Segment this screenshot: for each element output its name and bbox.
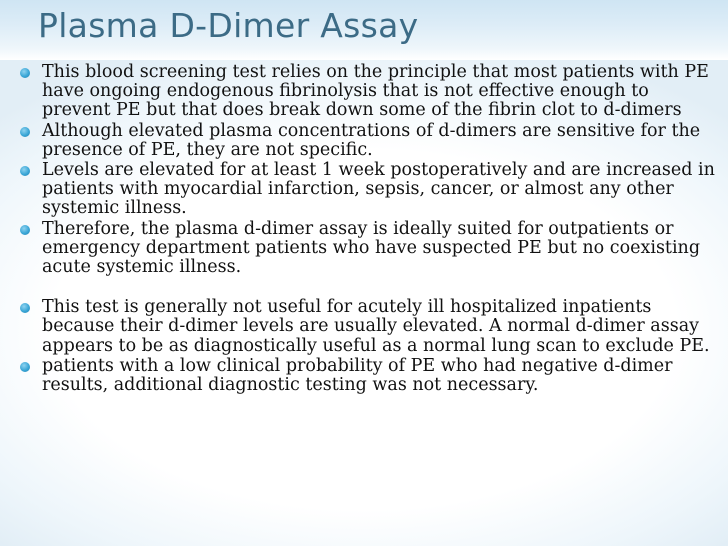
bullet-text: This blood screening test relies on the principle that most patients with PE have ongoing endogenous fibrinolysis that is not effective enough to prevent PE but that does break down some of the fibrin clot to d-dimers xyxy=(42,62,709,121)
bullet-text: Therefore, the plasma d-dimer assay is ideally suited for outpatients or emergency department patients who have suspected PE but no coexisting acute systemic illness. xyxy=(42,218,701,278)
bullet-item xyxy=(18,298,722,356)
bullet-text: Levels are elevated for at least 1 week postoperatively and are increased in patients with myocardial infarction, sepsis, cancer, or almost any other systemic illness. xyxy=(42,160,715,219)
bullet-dot-icon xyxy=(20,127,30,137)
bullet-text: Although elevated plasma concentrations of d-dimers are sensitive for the presence of PE, they are not specific. xyxy=(42,120,701,160)
bullet-dot-icon xyxy=(20,225,30,235)
bullet-item xyxy=(18,357,722,395)
bullet-dot-icon xyxy=(20,166,30,176)
slide-title: Plasma D-Dimer Assay xyxy=(38,6,419,45)
bullet-dot-icon xyxy=(20,68,30,78)
bullet-item xyxy=(18,63,722,121)
bullet-text: patients with a low clinical probability of PE who had negative d-dimer results, additional diagnostic testing was not necessary. xyxy=(42,355,673,396)
bullet-item xyxy=(18,220,722,278)
bullet-item xyxy=(18,161,722,219)
bullet-item xyxy=(18,122,722,160)
bullet-dot-icon xyxy=(20,362,30,372)
bullet-list xyxy=(18,63,722,395)
bullet-dot-icon xyxy=(20,303,30,313)
bullet-text: This test is generally not useful for acutely ill hospitalized inpatients because their d-dimer levels are usually elevated. A normal d-dimer assay appears to be as diagnostically useful as a normal lung scan to exclude PE. xyxy=(42,297,710,356)
